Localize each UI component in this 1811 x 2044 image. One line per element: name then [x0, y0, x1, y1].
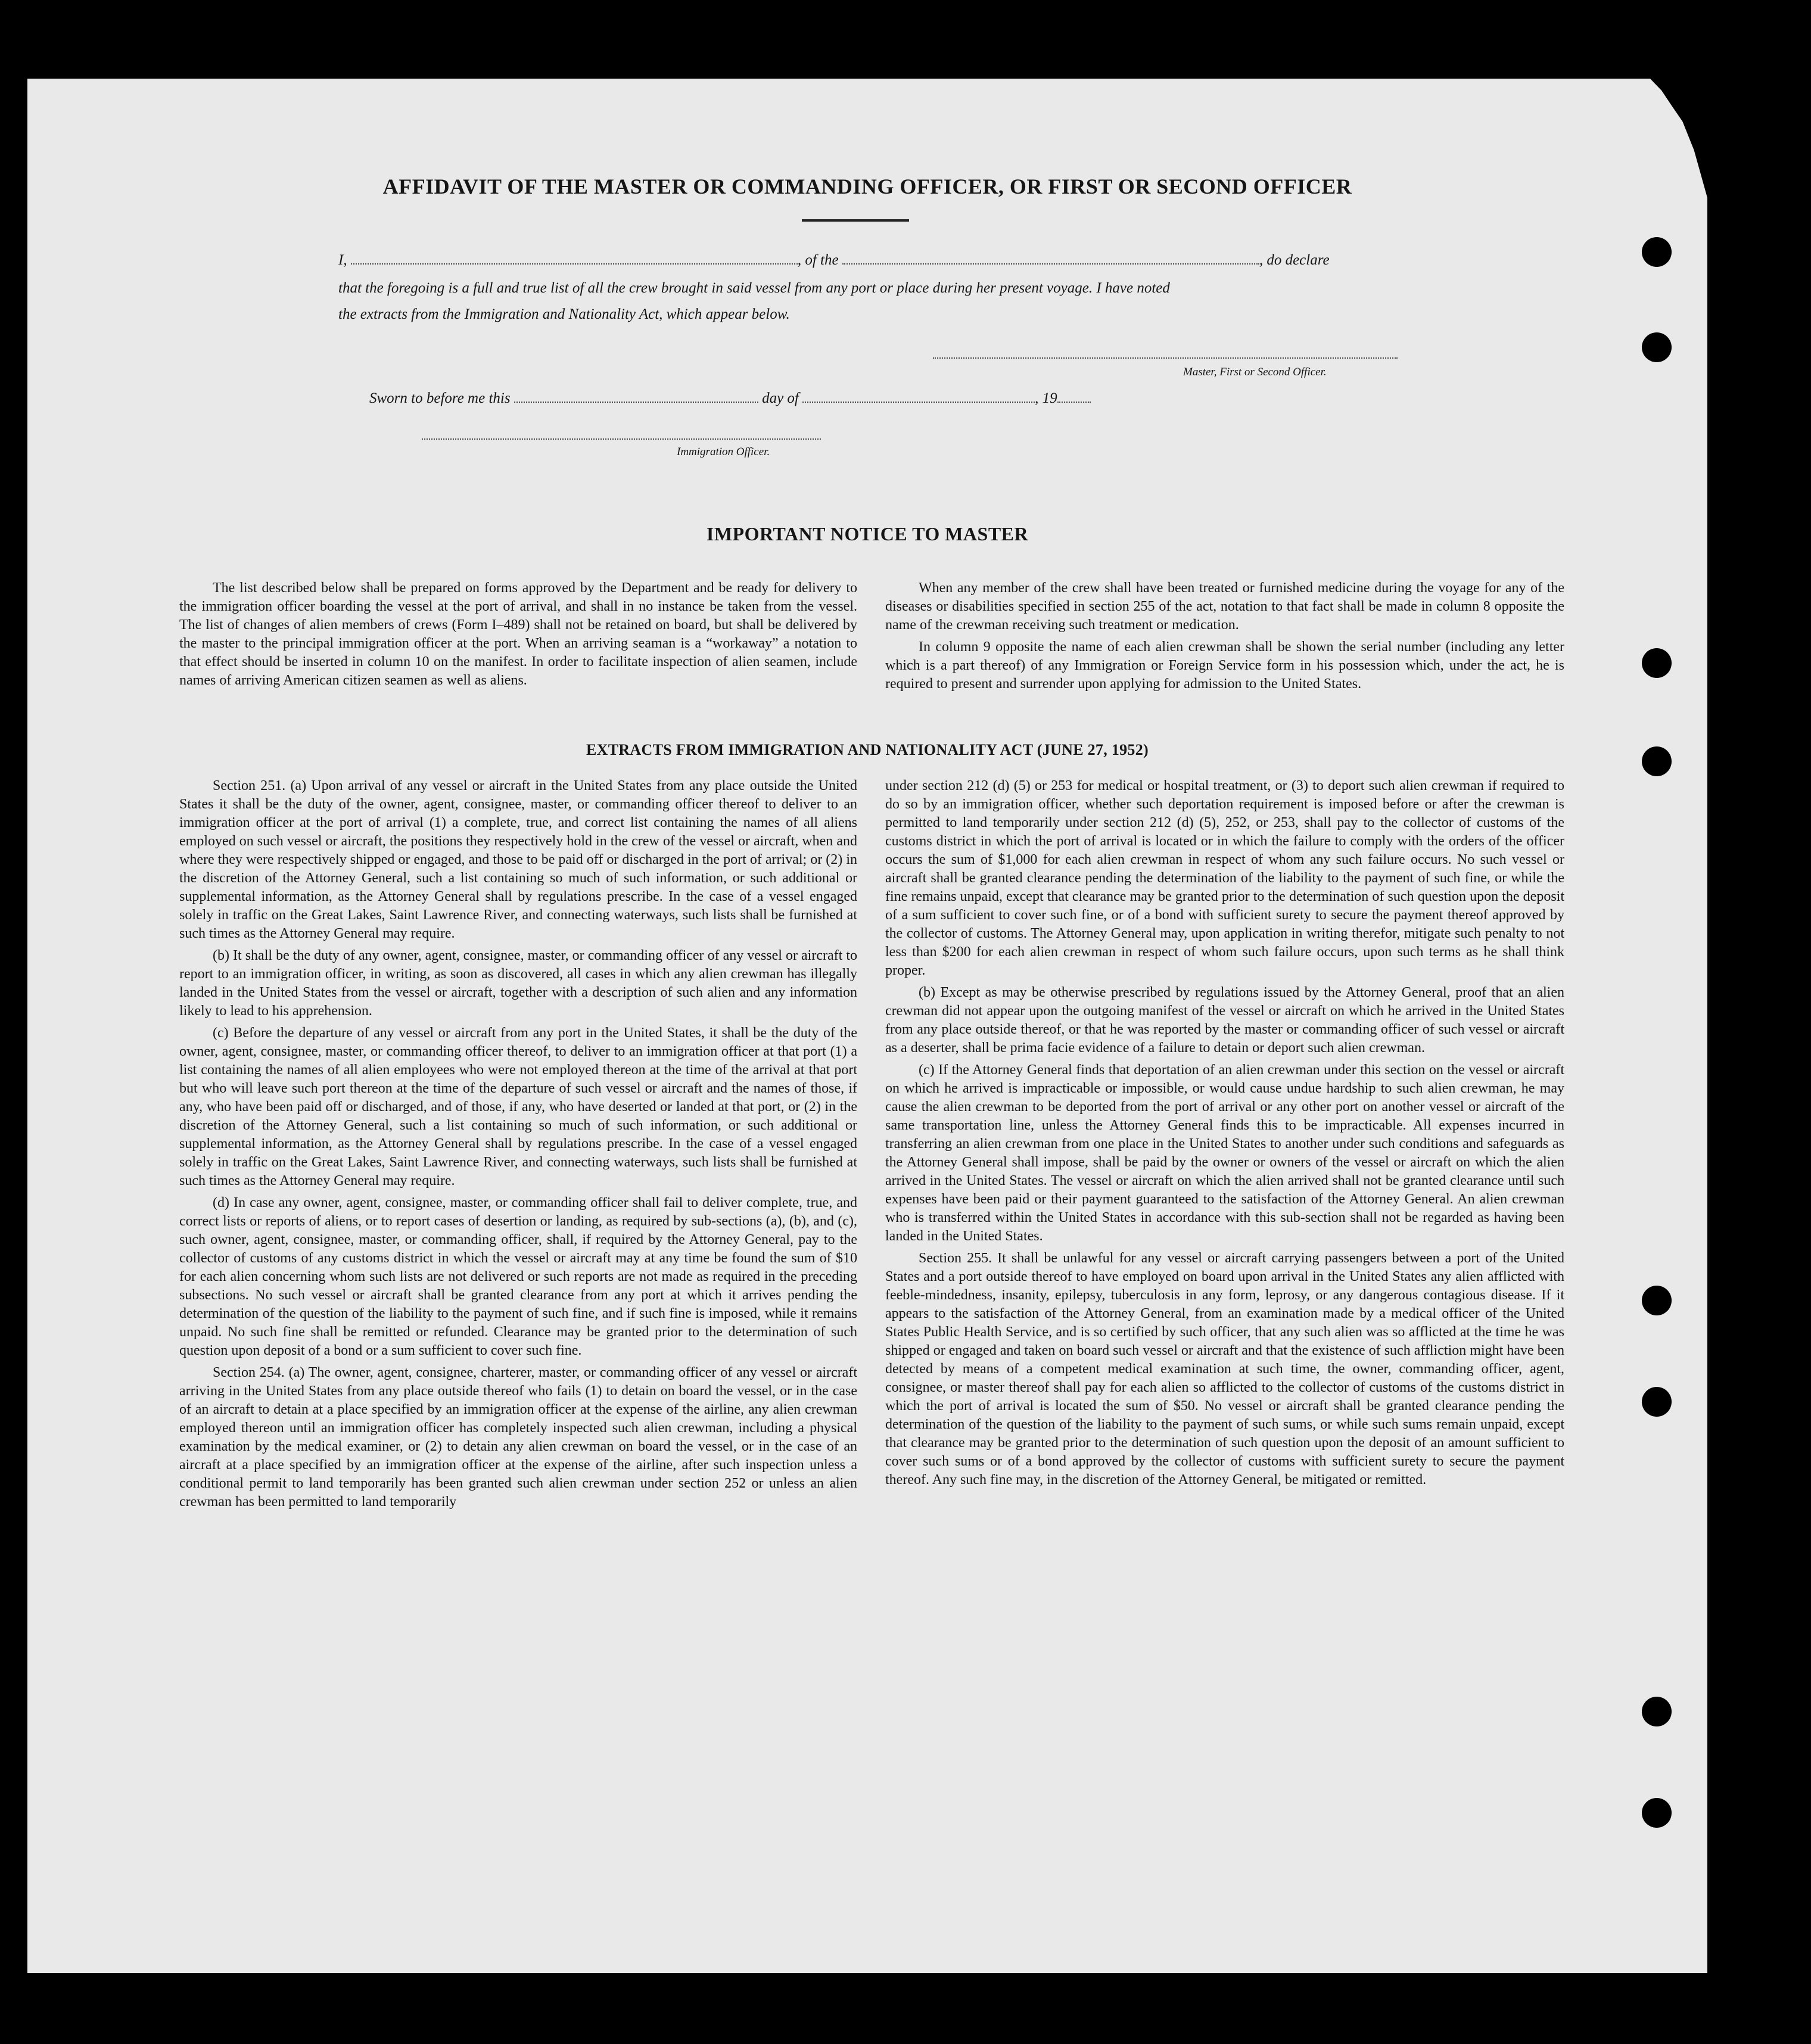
punch-hole: [1642, 1798, 1672, 1828]
declaration-line: [338, 251, 1429, 269]
notice-paragraph: In column 9 opposite the name of each alien crewman shall be shown the serial number (including any letter which is a part thereof) of any Immigration or Foreign Service form in his possession which, under the act, he is required to present and surrender upon applying for admission to the United States.: [885, 639, 1564, 692]
vessel-name-field[interactable]: [842, 251, 1259, 265]
section-255: Section 255. It shall be unlawful for any vessel or aircraft carrying passengers between a port of the United States and a port outside thereof to have employed on board upon arrival in the United States any alien afflicted with feeble-mindedness, insanity, epilepsy, tuberculosis in any form, leprosy, or any dangerous contagious disease. If it appears to the satisfaction of the Attorney General, from an examination made by a medical officer of the United States Public Health Service, and is so certified by such officer, that any such alien was so afflicted at the time he was shipped or engaged and taken on board such vessel or aircraft and that the existence of such affliction might have been detected by means of a competent medical examination at such time, the owner, commanding officer, agent, consignee, or master thereof shall pay for each alien so afflicted to the collector of customs of the customs district in which the port of arrival is located the sum of $50. No vessel or aircraft shall be granted clearance pending the determination of the question of the liability to the payment of such sums, or while such sums remain unpaid, except that clearance may be granted prior to the determination of such question upon the deposit of an amount sufficient to cover such sums or of a bond approved by the collector of customs with sufficient surety to secure the payment thereof. Any such fine may, in the discretion of the Attorney General, be mitigated or remitted.: [885, 1250, 1564, 1488]
section-254-b: (b) Except as may be otherwise prescribed by regulations issued by the Attorney General, proof that an alien crewman did not appear upon the outgoing manifest of the vessel or aircraft on which he arrived in the United States from any place outside thereof, or that he was reported by the master or commanding officer of such vessel or aircraft as a deserter, shall be prima facie evidence of a failure to detain or deport such alien crewman.: [885, 985, 1564, 1056]
sworn-year-label: , 19: [1035, 390, 1057, 406]
extracts-left-column: [179, 777, 857, 1515]
punch-hole: [1642, 1286, 1672, 1315]
notice-title: IMPORTANT NOTICE TO MASTER: [706, 523, 1029, 545]
punch-hole: [1642, 237, 1672, 267]
declaration-text-line-3: the extracts from the Immigration and Nationality Act, which appear below.: [338, 306, 790, 322]
sworn-date-field[interactable]: [514, 390, 758, 403]
declaration-of-the-label: , of the: [797, 252, 839, 268]
declarant-name-field[interactable]: [351, 251, 798, 265]
affidavit-title: AFFIDAVIT OF THE MASTER OR COMMANDING OFFICER, OR FIRST OR SECOND OFFICER: [382, 175, 1352, 198]
notice-paragraph: When any member of the crew shall have been treated or furnished medicine during the voyage for any of the diseases or disabilities specified in section 255 of the act, notation to that fact shall be made in column 8 opposite the name of the crewman receiving such treatment or medication.: [885, 580, 1564, 633]
document-page: [27, 79, 1707, 1973]
notice-paragraph: The list described below shall be prepared on forms approved by the Department and be ready for delivery to the immigration officer boarding the vessel at the port of arrival, and shall in no instance be taken from the vessel. The list of changes of alien members of crews (Form I–489) shall not be retained on board, but shall be delivered by the master to the principal immigration officer at the port. When an arriving seaman is a “workaway” a notation to that effect should be inserted in column 10 on the manifest. In order to facilitate inspection of alien seamen, include names of arriving American citizen seamen as well as aliens.: [179, 580, 857, 688]
section-254-a: Section 254. (a) The owner, agent, consignee, charterer, master, or commanding officer of any vessel or aircraft arriving in the United States from any place outside thereof who fails (1) to detain on board the vessel, or in the case of an aircraft to detain at a place specified by an immigration officer at the expense of the airline, any alien crewman employed thereon until an immigration officer has completely inspected such alien crewman, including a physical examination by the medical examiner, or (2) to detain any alien crewman on board the vessel, or in the case of an aircraft at a place specified by an immigration officer at the expense of the airline, after such inspection unless a conditional permit to land temporarily has been granted such alien crewman under section 252 or unless an alien crewman has been permitted to land temporarily: [179, 1365, 857, 1510]
section-251-a: Section 251. (a) Upon arrival of any vessel or aircraft in the United States from any place outside the United States it shall be the duty of the owner, agent, consignee, master, or commanding officer thereof to deliver to an immigration officer at the port of arrival (1) a complete, true, and correct list containing the names of all aliens employed on such vessel or aircraft, the positions they respectively hold in the crew of the vessel or aircraft, when and where they were respectively shipped or engaged, and those to be paid off or discharged in the port of arrival; or (2) in the discretion of the Attorney General, such a list containing so much of such information, or such additional or supplemental information, as the Attorney General shall by regulations prescribe. In the case of a vessel engaged solely in traffic on the Great Lakes, Saint Lawrence River, and connecting waterways, such lists shall be furnished at such times as the Attorney General may require.: [179, 778, 857, 941]
title-divider: [802, 219, 909, 222]
punch-hole: [1642, 332, 1672, 362]
punch-hole: [1642, 1387, 1672, 1417]
sworn-prefix-label: Sworn to before me this: [369, 390, 511, 406]
punch-hole: [1642, 1697, 1672, 1726]
officer-signature-line[interactable]: [422, 438, 821, 440]
extracts-right-column: [885, 777, 1564, 1493]
section-251-d: (d) In case any owner, agent, consignee, master, or commanding officer shall fail to deliver complete, true, and correct lists or reports of aliens, or to report cases of desertion or landing, as required by sub-sections (a), (b), and (c), such owner, agent, consignee, master, or commanding officer, shall, if required by the Attorney General, pay to the collector of customs of any customs district in which the vessel or aircraft may at any time be found the sum of $10 for each alien concerning whom such lists are not delivered or such reports are not made as required in the preceding subsections. No such vessel or aircraft shall be granted clearance from any port at which it arrives pending the determination of the question of the liability to the payment of such fine, and if such fine is imposed, while it remains unpaid. No such fine shall be remitted or refunded. Clearance may be granted prior to the determination of such question upon deposit of a bond or a sum sufficient to cover such fine.: [179, 1195, 857, 1358]
notice-left-column: [179, 579, 857, 693]
section-254-c: (c) If the Attorney General finds that deportation of an alien crewman under this section on the vessel or aircraft on which he arrived is impracticable or impossible, or would cause undue hardship to such alien crewman, he may cause the alien crewman to be deported from the port of arrival or any other port on another vessel or aircraft of the same transportation line, unless the Attorney General finds this to be impracticable. All expenses incurred in transferring an alien crewman from one place in the United States to another under such conditions and safeguards as the Attorney General shall impose, shall be paid by the owner or owners of the vessel or aircraft on which the alien arrived in the United States. The vessel or aircraft on which the alien arrived shall not be granted clearance until such expenses have been paid or their payment guaranteed to the satisfaction of the Attorney General. An alien crewman who is transferred within the United States in accordance with this sub-section shall not be regarded as having been landed in the United States.: [885, 1062, 1564, 1244]
punch-hole: [1642, 648, 1672, 678]
sworn-day-of-label: day of: [762, 390, 799, 406]
notice-right-column: [885, 579, 1564, 697]
declaration-do-declare-label: , do declare: [1259, 252, 1330, 268]
master-signature-line[interactable]: [933, 357, 1398, 359]
section-251-b: (b) It shall be the duty of any owner, agent, consignee, master, or commanding officer of any vessel or aircraft to report to an immigration officer, in writing, as soon as discovered, all cases in which any alien crewman has illegally landed in the United States from the vessel or aircraft, together with a description of such alien and any information likely to lead to his apprehension.: [179, 948, 857, 1019]
declaration-i-label: I,: [338, 252, 347, 268]
sworn-year-field[interactable]: [1057, 390, 1091, 403]
officer-signature-caption: Immigration Officer.: [677, 446, 770, 458]
extracts-title: EXTRACTS FROM IMMIGRATION AND NATIONALITY ACT (JUNE 27, 1952): [586, 741, 1149, 758]
section-251-c: (c) Before the departure of any vessel or aircraft from any port in the United States, it shall be the duty of the owner, agent, consignee, master, or commanding officer thereof, to deliver to an immigration officer at that port (1) a list containing the names of all alien employees who were not employed thereon at the time of the arrival at that port but who will leave such port thereon at the time of the departure of such vessel or aircraft and the names of those, if any, who have been paid off or discharged, and of those, if any, who have deserted or landed at that port, or (2) in the discretion of the Attorney General, such a list containing so much of such information, or such additional or supplemental information, as the Attorney General shall by regulations prescribe. In the case of a vessel engaged solely in traffic on the Great Lakes, Saint Lawrence River, and connecting waterways, such lists shall be furnished at such times as the Attorney General may require.: [179, 1025, 857, 1189]
master-signature-caption: Master, First or Second Officer.: [1183, 366, 1327, 378]
section-254-a-continued: under section 212 (d) (5) or 253 for medical or hospital treatment, or (3) to deport such alien crewman if required to do so by an immigration officer, whether such deportation requirement is imposed before or after the crewman is permitted to land temporarily under section 212 (d) (5), 252, or 253, shall pay to the collector of customs of the customs district in which the port of arrival is located or in which the failure to comply with the orders of the officer occurs the sum of $1,000 for each alien crewman in respect of whom any such failure occurs. No such vessel or aircraft shall be granted clearance pending the determination of the liability to the payment of such fine, or while the fine remains unpaid, except that clearance may be granted prior to the determination of such question upon the deposit of a sum sufficient to cover such fine, or of a bond with sufficient surety to secure the payment thereof approved by the collector of customs. The Attorney General may, upon application in writing therefor, mitigate such penalty to not less than $200 for each alien crewman in respect of whom such failure occurs, upon such terms as he shall think proper.: [885, 778, 1564, 978]
sworn-line: [369, 390, 1091, 407]
sworn-month-field[interactable]: [802, 390, 1035, 403]
declaration-text-line-2: that the foregoing is a full and true list of all the crew brought in said vessel from any port or place during her present voyage. I have noted: [338, 280, 1170, 296]
